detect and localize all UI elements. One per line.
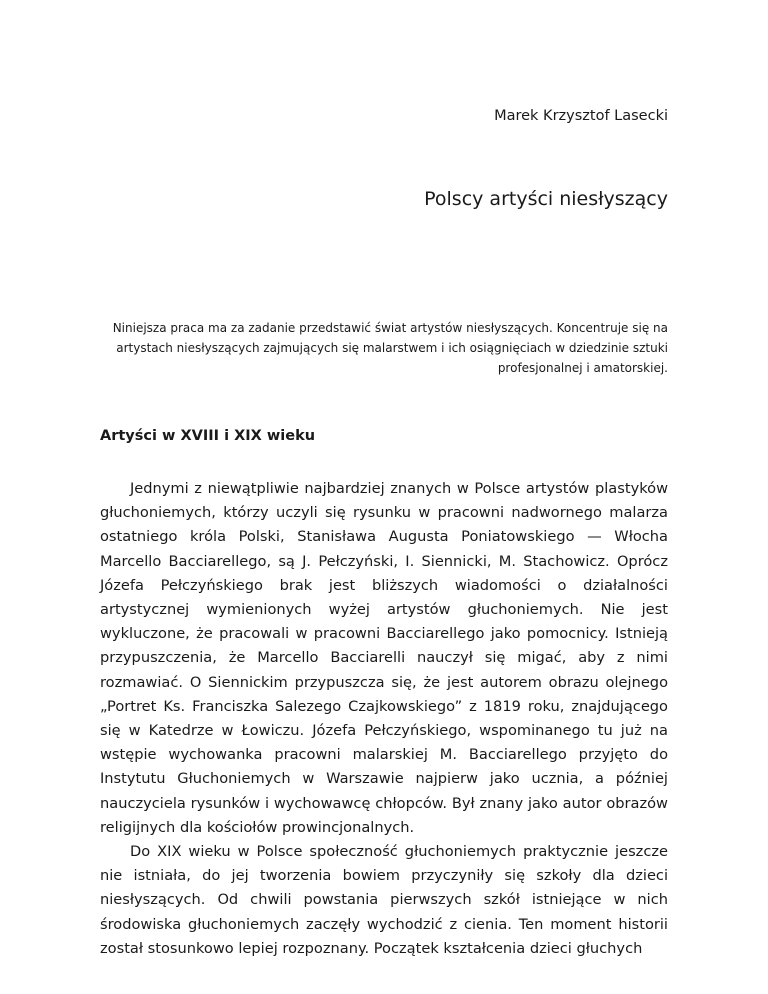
paragraph: Jednymi z niewątpliwie najbardziej znanych w Polsce artystów plastyków głuchoniemych, którzy uczyli się rysunku w pracowni nadwornego malarza ostatniego króla Polski, Stanisława Augusta Poniatowskiego — Włocha Marcello Bacciarellego, są J. Pełczyński, I. Siennicki, M. Stachowicz. Oprócz Józefa Pełczyńskiego brak jest bliższych wiadomości o działalności artystycznej wymienionych wyżej artystów głuchoniemych. Nie jest wykluczone, że pracowali w pracowni Bacciarellego jako pomocnicy. Istnieją przypuszczenia, że Marcello Bacciarelli nauczył się migać, aby z nimi rozmawiać. O Siennickim przypuszcza się, że jest autorem obrazu olejnego „Portret Ks. Franciszka Salezego Czajkowskiego” z 1819 roku, znajdującego się w Katedrze w Łowiczu. Józefa Pełczyńskiego, wspominanego tu już na wstępie wychowanka pracowni malarskiej M. Bacciarellego przyjęto do Instytutu Głuchoniemych w Warszawie najpierw jako ucznia, a później nauczyciela rysunków i wychowawcę chłopców. Był znany jako autor obrazów religijnych dla kościołów prowincjonalnych. [100, 480, 668, 836]
paragraph: Do XIX wieku w Polsce społeczność głuchoniemych praktycznie jeszcze nie istniała, do jej tworzenia bowiem przyczyniły się szkoły dla dzieci niesłyszących. Od chwili powstania pierwszych szkół istniejące w nich środowiska głuchoniemych zaczęły wychodzić z cienia. Ten moment historii został stosunkowo lepiej rozpoznany. Początek kształcenia dzieci głuchych [100, 843, 668, 957]
abstract: Niniejsza praca ma za zadanie przedstawić świat artystów niesłyszących. Koncentruje się na artystach niesłyszących zajmujących się malarstwem i ich osiągnięciach w dziedzinie sztuki profesjonalnej i amatorskiej. [112, 321, 668, 375]
author-name: Marek Krzysztof Lasecki [494, 108, 668, 124]
body-text [100, 477, 668, 961]
article-title: Polscy artyści niesłyszący [424, 188, 668, 210]
section-heading: Artyści w XVIII i XIX wieku [100, 428, 316, 444]
